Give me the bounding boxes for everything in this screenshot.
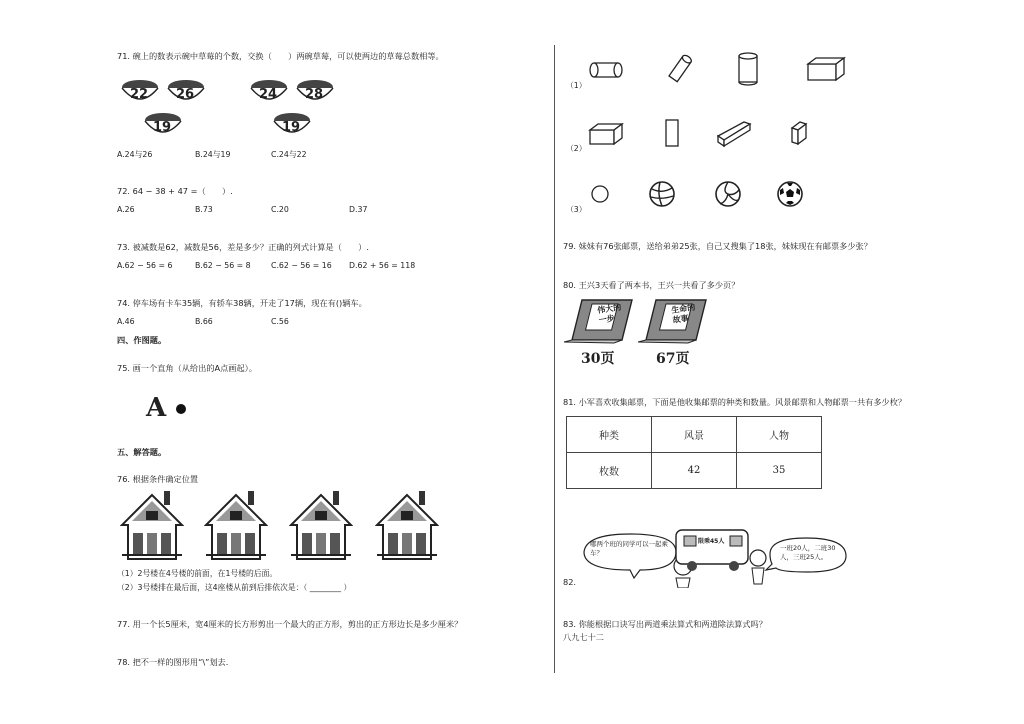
q71-text: 71. 碗上的数表示碗中草莓的个数，交换（ ）两碗草莓，可以使两边的草莓总数相等。: [117, 51, 444, 61]
q72-option-a[interactable]: A.26: [117, 205, 135, 214]
tilted-cuboid-icon: [788, 118, 810, 148]
column-divider: [554, 45, 555, 673]
house-icon: [120, 489, 184, 561]
book-2-pages: 67页: [656, 351, 690, 367]
q79-text: 79. 妹妹有76张邮票，送给弟弟25张，自己又搜集了18张，妹妹现在有邮票多少张？: [563, 241, 872, 251]
volleyball-icon: [714, 180, 742, 208]
q71-option-a[interactable]: A.24与26: [117, 150, 153, 159]
book-1-title: 伟大的一步: [596, 302, 622, 325]
q74-option-c[interactable]: C.56: [271, 317, 289, 326]
q72-option-b[interactable]: B.73: [195, 205, 213, 214]
house-icon: [375, 489, 439, 561]
stamp-table: [566, 416, 822, 489]
cylinder-lying-icon: [588, 60, 624, 80]
strawberry-bowl-icon: [143, 109, 183, 141]
q74-option-b[interactable]: B.66: [195, 317, 213, 326]
rectangle-icon: [664, 118, 680, 148]
table-cell: 42: [652, 453, 737, 489]
row-label-3: （3）: [566, 205, 587, 214]
book-1-pages: 30页: [581, 351, 615, 367]
q80-text: 80. 王兴3天看了两本书，王兴一共看了多少页？: [563, 280, 740, 290]
house-icon: [204, 489, 268, 561]
speech-bubble-left: 哪两个班的同学可以一起乘车？: [590, 540, 668, 557]
long-cuboid-icon: [716, 118, 756, 148]
q76-text: 76. 根据条件确定位置: [117, 474, 199, 484]
strawberry-bowl-icon: [120, 76, 160, 108]
volleyball-icon: [648, 180, 676, 208]
bowl-number: 19: [282, 120, 301, 135]
q75-text: 75. 画一个直角（从给出的A点画起）。: [117, 363, 257, 373]
cuboid-icon: [806, 56, 846, 82]
q77-text: 77. 用一个长5厘米，宽4厘米的长方形剪出一个最大的正方形，剪出的正方形边长是多少厘米？: [117, 619, 463, 629]
q83-formula: 八九七十二: [563, 632, 604, 642]
q73-option-d[interactable]: D.62 + 56 = 118: [349, 261, 416, 270]
q81-text: 81. 小军喜欢收集邮票，下面是他收集邮票的种类和数量。风景邮票和人物邮票一共有多少枚？: [563, 397, 907, 407]
bus-sign: 限乘45人: [698, 538, 725, 545]
house-icon: [289, 489, 353, 561]
point-a-dot: [176, 404, 186, 414]
q76-condition-1: （1）2号楼在4号楼的前面，在1号楼的后面。: [117, 569, 278, 578]
section-heading-solve: 五、解答题。: [117, 447, 167, 457]
circle-icon: [590, 184, 610, 204]
cuboid-small-icon: [588, 122, 624, 146]
book-2-title: 生命的故事: [670, 302, 696, 325]
table-cell: 35: [737, 453, 822, 489]
bowl-number: 28: [305, 87, 324, 102]
strawberry-bowl-icon: [272, 109, 312, 141]
bowl-number: 22: [130, 87, 149, 102]
q72-text: 72. 64 − 38 + 47 =（ ）.: [117, 186, 233, 196]
book-1-icon: [562, 296, 634, 344]
q73-option-a[interactable]: A.62 − 56 = 6: [117, 261, 173, 270]
strawberry-bowl-icon: [295, 76, 335, 108]
q74-option-a[interactable]: A.46: [117, 317, 135, 326]
q72-option-c[interactable]: C.20: [271, 205, 289, 214]
section-heading-drawing: 四、作图题。: [117, 335, 167, 345]
row-label-1: （1）: [566, 81, 587, 90]
table-header-cell: 风景: [652, 417, 737, 453]
strawberry-bowl-icon: [166, 76, 206, 108]
table-header-cell: 种类: [567, 417, 652, 453]
q71-option-b[interactable]: B.24与19: [195, 150, 231, 159]
q73-option-c[interactable]: C.62 − 56 = 16: [271, 261, 332, 270]
q74-text: 74. 停车场有卡车35辆，有轿车38辆，开走了17辆，现在有()辆车。: [117, 298, 367, 308]
table-row: [567, 417, 822, 453]
q76-condition-2: （2）3号楼排在最后面，这4座楼从前到后排依次是：（ ________ ）: [117, 583, 352, 592]
q73-option-b[interactable]: B.62 − 56 = 8: [195, 261, 251, 270]
soccer-ball-icon: [776, 180, 804, 208]
q83-text: 83. 你能根据口诀写出两道乘法算式和两道除法算式吗？: [563, 619, 767, 629]
q71-option-c[interactable]: C.24与22: [271, 150, 307, 159]
strawberry-bowl-icon: [249, 76, 289, 108]
table-row: [567, 453, 822, 489]
speech-bubble-right: 一班20人，二班30人，三班25人。: [780, 544, 836, 561]
cylinder-tilted-icon: [666, 52, 694, 86]
bus-scene-illustration: [580, 526, 850, 588]
q73-text: 73. 被减数是62，减数是56，差是多少？正确的列式计算是（ ）.: [117, 242, 369, 252]
bowl-number: 19: [153, 120, 172, 135]
row-label-2: （2）: [566, 144, 587, 153]
cylinder-upright-icon: [737, 52, 759, 86]
book-2-icon: [636, 296, 708, 344]
table-cell: 枚数: [567, 453, 652, 489]
bowl-number: 24: [259, 87, 278, 102]
q82-text: 82.: [563, 577, 577, 587]
q72-option-d[interactable]: D.37: [349, 205, 368, 214]
table-header-cell: 人物: [737, 417, 822, 453]
bowl-number: 26: [176, 87, 195, 102]
point-a-label: A: [146, 393, 167, 423]
q78-text: 78. 把不一样的图形用“\”划去.: [117, 657, 229, 667]
